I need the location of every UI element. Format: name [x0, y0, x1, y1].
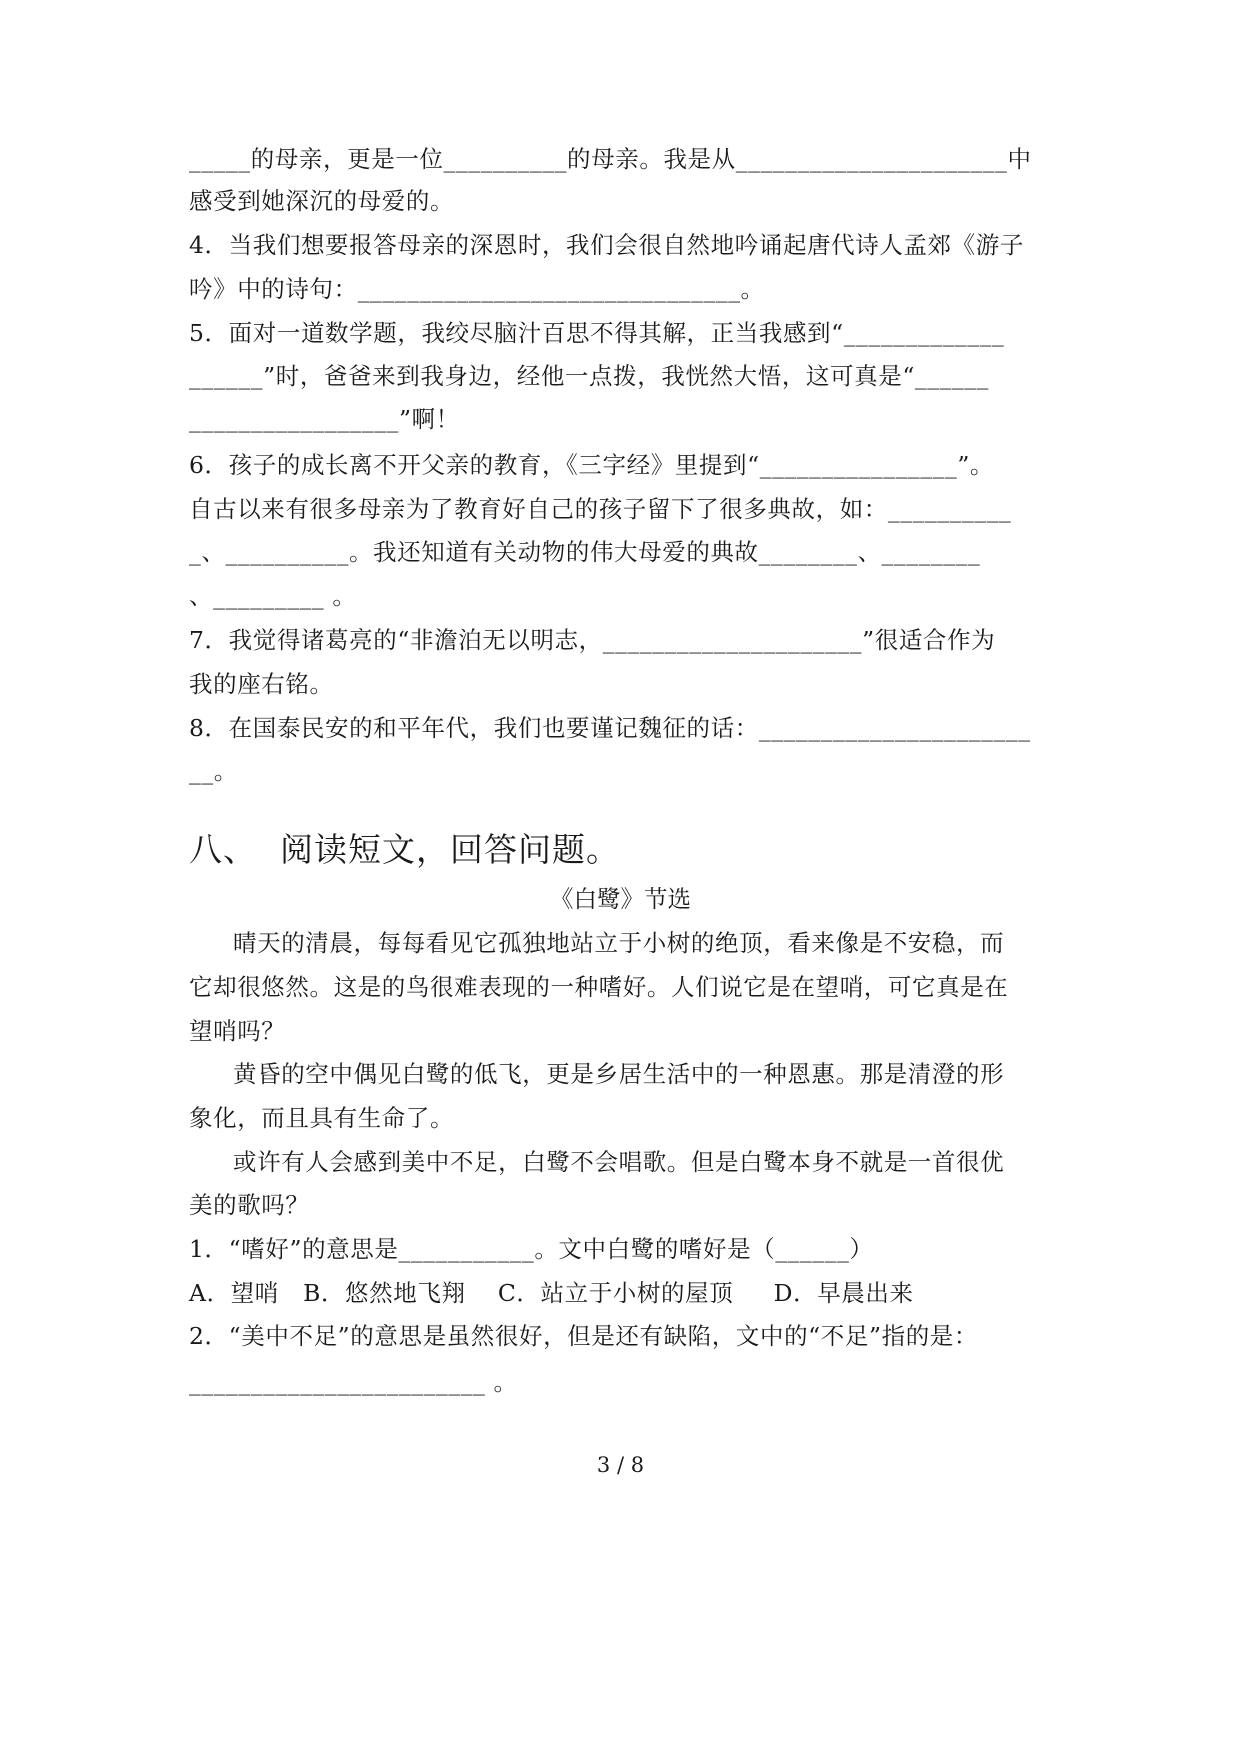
- passage-paragraph: 或许有人会感到美中不足，白鹭不会唱歌。但是白鹭本身不就是一首很优: [233, 1148, 1005, 1176]
- reading-question-2: 2．“美中不足”的意思是虽然很好，但是还有缺陷，文中的“不足”指的是：: [189, 1322, 979, 1350]
- text-line: 自古以来有很多母亲为了教育好自己的孩子留下了很多典故，如：__________: [189, 495, 1012, 523]
- answer-options: A．望哨 B．悠然地飞翔 C．站立于小树的屋顶 D．早晨出来: [189, 1279, 914, 1307]
- text-line: _________________”啊！: [189, 405, 460, 433]
- section-title: 八、 阅读短文，回答问题。: [189, 830, 620, 869]
- text-line: ______”时，爸爸来到我身边，经他一点拨，我恍然大悟，这可真是“______: [189, 362, 990, 390]
- passage-paragraph: 晴天的清晨，每每看见它孤独地站立于小树的绝顶，看来像是不安稳，而: [233, 929, 1005, 957]
- text-line: 我的座右铭。: [189, 670, 334, 698]
- question-4: 4．当我们想要报答母亲的深恩时，我们会很自然地吟诵起唐代诗人孟郊《游子: [189, 231, 1024, 259]
- question-8: 8．在国泰民安的和平年代，我们也要谨记魏征的话：______________________: [189, 714, 1031, 742]
- text-line: __。: [189, 757, 238, 785]
- text-line: _、__________。我还知道有关动物的伟大母爱的典故________、________: [189, 538, 981, 566]
- passage-line: 美的歌吗？: [189, 1191, 310, 1219]
- reading-question-1: 1．“嗜好”的意思是___________。文中白鹭的嗜好是（______）: [189, 1235, 874, 1263]
- text-line: 感受到她深沉的母爱的。: [189, 187, 455, 215]
- answer-blank-line: ________________________ 。: [189, 1368, 518, 1396]
- text-line: _____的母亲，更是一位__________的母亲。我是从______________________中: [189, 145, 1032, 173]
- question-6: 6．孩子的成长离不开父亲的教育，《三字经》里提到“________________”。: [189, 451, 995, 479]
- page-number: 3 / 8: [596, 1453, 645, 1477]
- passage-paragraph: 黄昏的空中偶见白鹭的低飞，更是乡居生活中的一种恩惠。那是清澄的形: [233, 1060, 1005, 1088]
- passage-line: 它却很悠然。这是的鸟很难表现的一种嗜好。人们说它是在望哨，可它真是在: [189, 973, 1009, 1001]
- question-7: 7．我觉得诸葛亮的“非澹泊无以明志，_____________________”很适合作为: [189, 626, 996, 654]
- text-line: 吟》中的诗句：_______________________________。: [189, 275, 765, 303]
- passage-line: 望哨吗？: [189, 1017, 286, 1045]
- text-line: 、_________ 。: [189, 582, 357, 610]
- passage-title: 《白鹭》节选: [550, 885, 691, 913]
- passage-line: 象化，而且具有生命了。: [189, 1104, 455, 1132]
- question-5: 5．面对一道数学题，我绞尽脑汁百思不得其解，正当我感到“_____________: [189, 319, 1005, 347]
